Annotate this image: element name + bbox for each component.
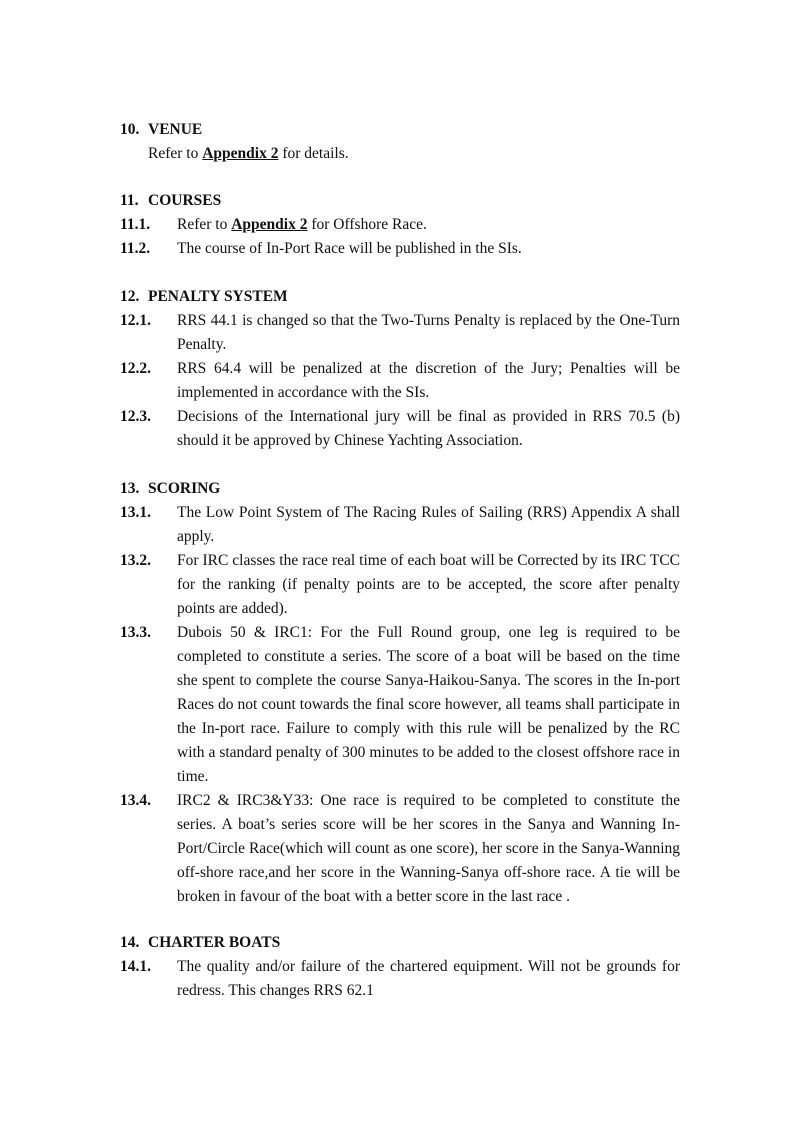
clause-item [120,501,680,549]
section-venue [120,118,680,166]
section-title: VENUE [148,121,203,138]
appendix-link[interactable]: Appendix 2 [231,216,308,233]
section-number: 13. [120,480,140,497]
clause-item [120,357,680,405]
section-heading [120,118,680,142]
section-heading [120,931,680,955]
section-number: 14. [120,934,140,951]
intro-text: for details. [282,145,349,162]
section-courses [120,189,680,261]
clause-text: Dubois 50 & IRC1: For the Full Round group, one leg is required to be completed to constitute a series. The score of a boat will be based on the time she spent to complete the course Sanya-Haikou-Sanya. The scores in the In-port Races do not count towards the final score however, all teams shall participate in the In-port race. Failure to comply with this rule will be penalized by the RC with a standard penalty of 300 minutes to be added to the closest offshore race in time. [177,624,680,785]
clause-item [120,789,680,909]
clause-item [120,955,680,1003]
section-number: 11. [120,192,139,209]
clause-item [120,309,680,357]
section-scoring [120,477,680,909]
section-heading [120,189,680,213]
clause-number: 12.1. [120,312,151,329]
section-number: 10. [120,121,140,138]
clause-number: 12.3. [120,408,151,425]
clause-text: RRS 64.4 will be penalized at the discretion of the Jury; Penalties will be implemented in accordance with the SIs. [177,360,680,401]
clause-text: For IRC classes the race real time of each boat will be Corrected by its IRC TCC for the ranking (if penalty points are to be accepted, the score after penalty points are added). [177,552,680,617]
clause-item [120,213,680,237]
section-penalty-system [120,285,680,453]
section-title: PENALTY SYSTEM [148,288,288,305]
clause-number: 13.3. [120,624,151,641]
section-number: 12. [120,288,140,305]
clause-number: 13.4. [120,792,151,809]
clause-text: The Low Point System of The Racing Rules of Sailing (RRS) Appendix A shall apply. [177,504,680,545]
clause-number: 12.2. [120,360,151,377]
clause-text-part: for Offshore Race. [311,216,427,233]
section-heading [120,477,680,501]
clause-item [120,237,680,261]
intro-text: Refer to [148,145,199,162]
clause-number: 11.1. [120,216,151,233]
clause-text: Decisions of the International jury will be final as provided in RRS 70.5 (b) should it be approved by Chinese Yachting Association. [177,408,680,449]
clause-item [120,405,680,453]
clause-text: RRS 44.1 is changed so that the Two-Turns Penalty is replaced by the One-Turn Penalty. [177,312,680,353]
clause-text: The quality and/or failure of the chartered equipment. Will not be grounds for redress. This changes RRS 62.1 [177,958,680,999]
clause-text-part: Refer to [177,216,228,233]
clause-number: 11.2. [120,240,151,257]
clause-text: The course of In-Port Race will be published in the SIs. [177,240,522,257]
section-intro [120,142,680,166]
clause-number: 13.1. [120,504,151,521]
clause-text: IRC2 & IRC3&Y33: One race is required to be completed to constitute the series. A boat’s series score will be her scores in the Sanya and Wanning In-Port/Circle Race(which will count as one score), her score in the Sanya-Wanning off-shore race,and her score in the Wanning-Sanya off-shore race. A tie will be broken in favour of the boat with a better score in the last race . [177,792,680,905]
clause-text [177,213,680,237]
section-heading [120,285,680,309]
clause-number: 14.1. [120,958,151,975]
appendix-link[interactable]: Appendix 2 [202,145,279,162]
section-charter-boats [120,931,680,1003]
section-title: CHARTER BOATS [148,934,281,951]
clause-number: 13.2. [120,552,151,569]
clause-item [120,549,680,621]
clause-item [120,621,680,789]
section-title: SCORING [148,480,221,497]
section-title: COURSES [148,192,222,209]
